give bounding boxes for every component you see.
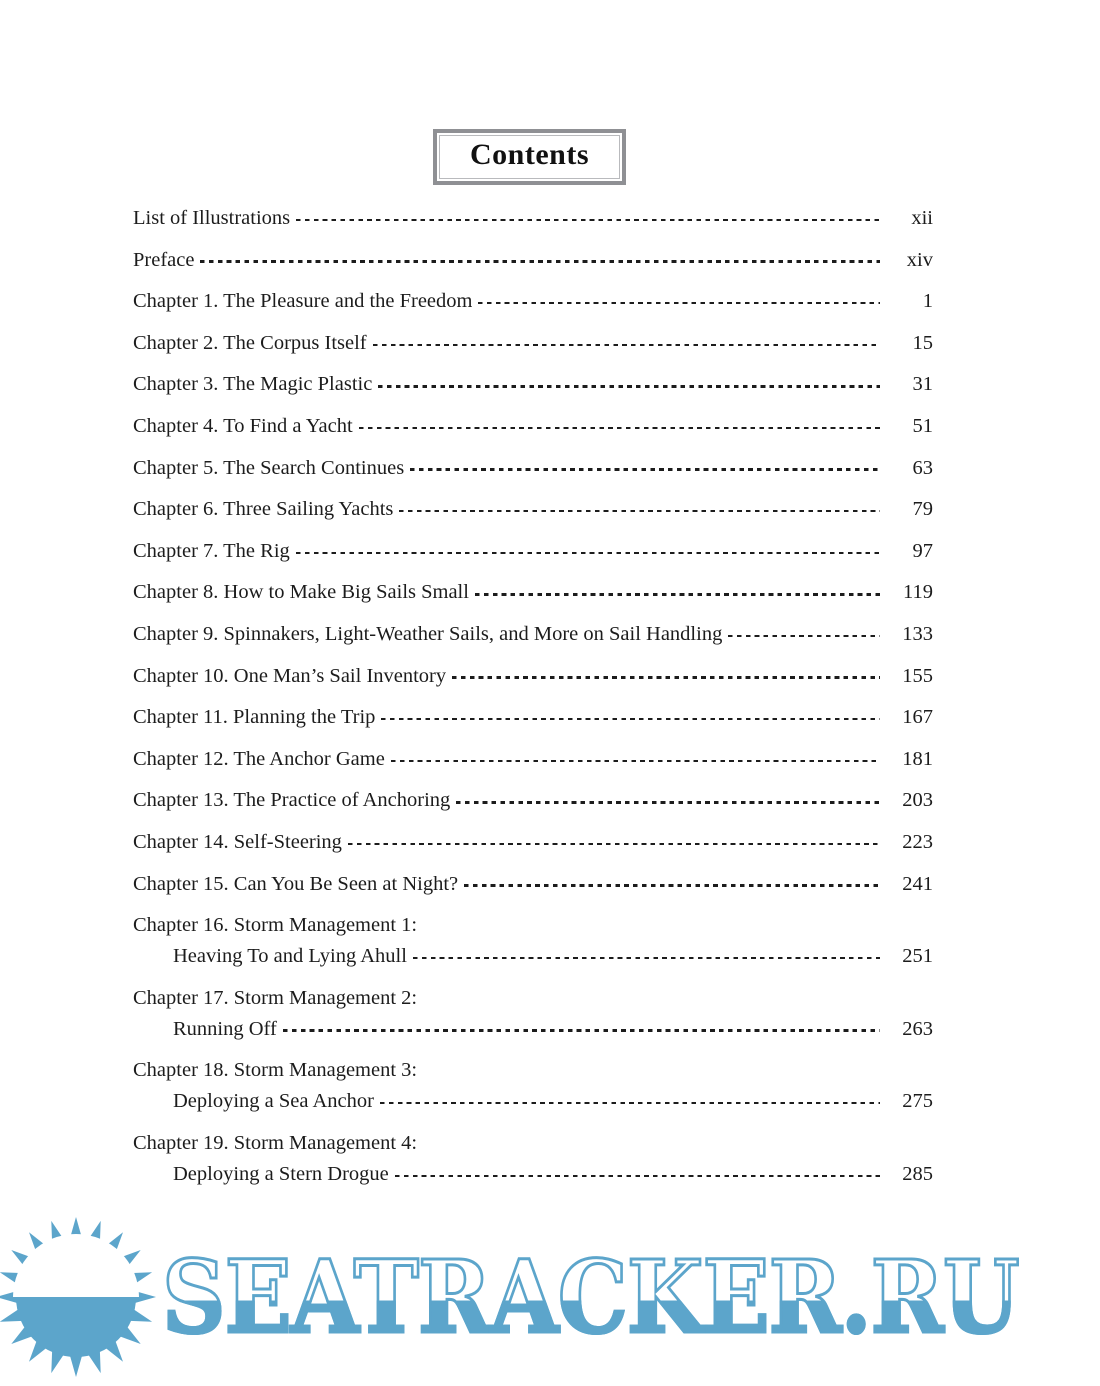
toc-entry: [133, 330, 933, 356]
dotted-leader: [378, 385, 880, 387]
toc-entry-page: 133: [902, 622, 933, 645]
toc-entry-page: 167: [902, 706, 933, 729]
toc-entry: [133, 704, 933, 730]
toc-entry-label: Chapter 3. The Magic Plastic: [133, 373, 373, 396]
dotted-leader: [381, 718, 880, 720]
dotted-leader: [410, 468, 880, 470]
toc-entry-label: Chapter 10. One Man’s Sail Inventory: [133, 664, 447, 687]
toc-entry-label: Preface: [133, 248, 195, 271]
toc-entry: [133, 413, 933, 439]
sun-lower-half: [16, 1297, 136, 1357]
toc-entry-page: 203: [902, 789, 933, 812]
toc-entry-label: Chapter 9. Spinnakers, Light-Weather Sails, and More on Sail Handling: [133, 622, 723, 645]
toc-entry-subline: [133, 1016, 933, 1042]
toc-entry-page: xii: [911, 207, 933, 229]
dotted-leader: [391, 760, 880, 762]
toc-entry-label: List of Illustrations: [133, 207, 291, 229]
toc-entry-label: Chapter 8. How to Make Big Sails Small: [133, 581, 469, 604]
dotted-leader: [380, 1102, 880, 1104]
toc-entry-page: 31: [912, 373, 933, 396]
toc-entry-label: Chapter 2. The Corpus Itself: [133, 331, 367, 354]
toc-entry-page: 63: [912, 456, 933, 479]
toc-entry-group: [133, 985, 933, 1042]
dotted-leader: [395, 1175, 880, 1177]
dotted-leader: [475, 593, 880, 595]
toc-entry: [133, 371, 933, 397]
toc-entry-page: 155: [902, 664, 933, 687]
toc-entry-label: Chapter 7. The Rig: [133, 539, 290, 562]
toc-entry-subline: [133, 1088, 933, 1114]
toc-entry: [133, 455, 933, 481]
toc-entry-group: [133, 1130, 933, 1187]
toc-entry: [133, 871, 933, 897]
dotted-leader: [283, 1029, 880, 1031]
toc-entry-page: 1: [922, 290, 933, 313]
toc-entry-label: Chapter 15. Can You Be Seen at Night?: [133, 872, 459, 895]
toc-entry-page: xiv: [906, 248, 933, 271]
dotted-leader: [413, 957, 880, 959]
toc-entry: [133, 829, 933, 855]
page-title: Contents: [470, 138, 590, 171]
toc-entry-group: [133, 1057, 933, 1114]
toc-entry-head: [133, 1130, 933, 1156]
toc-entry-page: 263: [902, 1017, 933, 1040]
toc-entry-label: Chapter 6. Three Sailing Yachts: [133, 498, 394, 521]
toc-entry-page: 251: [902, 945, 933, 968]
dotted-leader: [200, 260, 880, 262]
toc-entry-page: 15: [912, 331, 933, 354]
dotted-leader: [728, 635, 880, 637]
toc-entry-page: 223: [902, 830, 933, 853]
toc-entry-sublabel: Heaving To and Lying Ahull: [173, 945, 407, 968]
dotted-leader: [296, 219, 880, 221]
dotted-leader: [348, 843, 880, 845]
toc-entry-sublabel: Deploying a Sea Anchor: [173, 1090, 374, 1113]
toc-entry-page: 285: [902, 1162, 933, 1185]
toc-entry-label: Chapter 12. The Anchor Game: [133, 747, 385, 770]
toc-entry-label: Chapter 11. Planning the Trip: [133, 706, 376, 729]
table-of-contents: [133, 205, 933, 1187]
toc-entry-label: Chapter 14. Self-Steering: [133, 830, 342, 853]
dotted-leader: [399, 510, 880, 512]
watermark-text: SEATRACKER.RU: [162, 1238, 1019, 1356]
toc-entry: [133, 496, 933, 522]
toc-entry-page: 241: [902, 872, 933, 895]
toc-entry-head: [133, 912, 933, 938]
toc-entry: [133, 787, 933, 813]
toc-entry-sublabel: Running Off: [173, 1017, 277, 1040]
toc-entry-label: Chapter 1. The Pleasure and the Freedom: [133, 290, 473, 313]
toc-entry: [133, 746, 933, 772]
toc-entry-label: Chapter 19. Storm Management 4:: [133, 1131, 418, 1154]
dotted-leader: [373, 344, 880, 346]
toc-entry-label: Chapter 16. Storm Management 1:: [133, 914, 418, 937]
toc-entry-page: 275: [902, 1090, 933, 1113]
toc-entry-head: [133, 985, 933, 1011]
toc-entry-label: Chapter 4. To Find a Yacht: [133, 414, 353, 437]
toc-entry-page: 51: [912, 414, 933, 437]
contents-title-box: [433, 129, 626, 185]
seatracker-watermark: [0, 1208, 1100, 1386]
sun-rays: [0, 1217, 156, 1377]
toc-entry: [133, 579, 933, 605]
toc-entry: [133, 538, 933, 564]
toc-entry-label: Chapter 13. The Practice of Anchoring: [133, 789, 451, 812]
dotted-leader: [464, 884, 880, 886]
toc-entry-page: 97: [912, 539, 933, 562]
toc-entry-group: [133, 912, 933, 969]
toc-entry: [133, 247, 933, 273]
toc-entry: [133, 663, 933, 689]
toc-entry-label: Chapter 5. The Search Continues: [133, 456, 405, 479]
toc-entry: [133, 621, 933, 647]
toc-entry-sublabel: Deploying a Stern Drogue: [173, 1162, 389, 1185]
toc-entry-page: 119: [903, 581, 933, 604]
toc-entry-page: 181: [902, 747, 933, 770]
toc-entry: [133, 288, 933, 314]
dotted-leader: [296, 552, 880, 554]
sun-upper-mask: [13, 1234, 139, 1297]
sun-with-rays-icon: [0, 1215, 158, 1379]
toc-entry-subline: [133, 943, 933, 969]
dotted-leader: [456, 801, 880, 803]
dotted-leader: [478, 302, 880, 304]
dotted-leader: [452, 676, 880, 678]
toc-entry-label: Chapter 17. Storm Management 2:: [133, 986, 418, 1009]
toc-entry-subline: [133, 1161, 933, 1187]
dotted-leader: [359, 427, 880, 429]
toc-entry-label: Chapter 18. Storm Management 3:: [133, 1059, 418, 1082]
toc-entry-page: 79: [912, 498, 933, 521]
toc-entry: [133, 205, 933, 231]
toc-entry-head: [133, 1057, 933, 1083]
